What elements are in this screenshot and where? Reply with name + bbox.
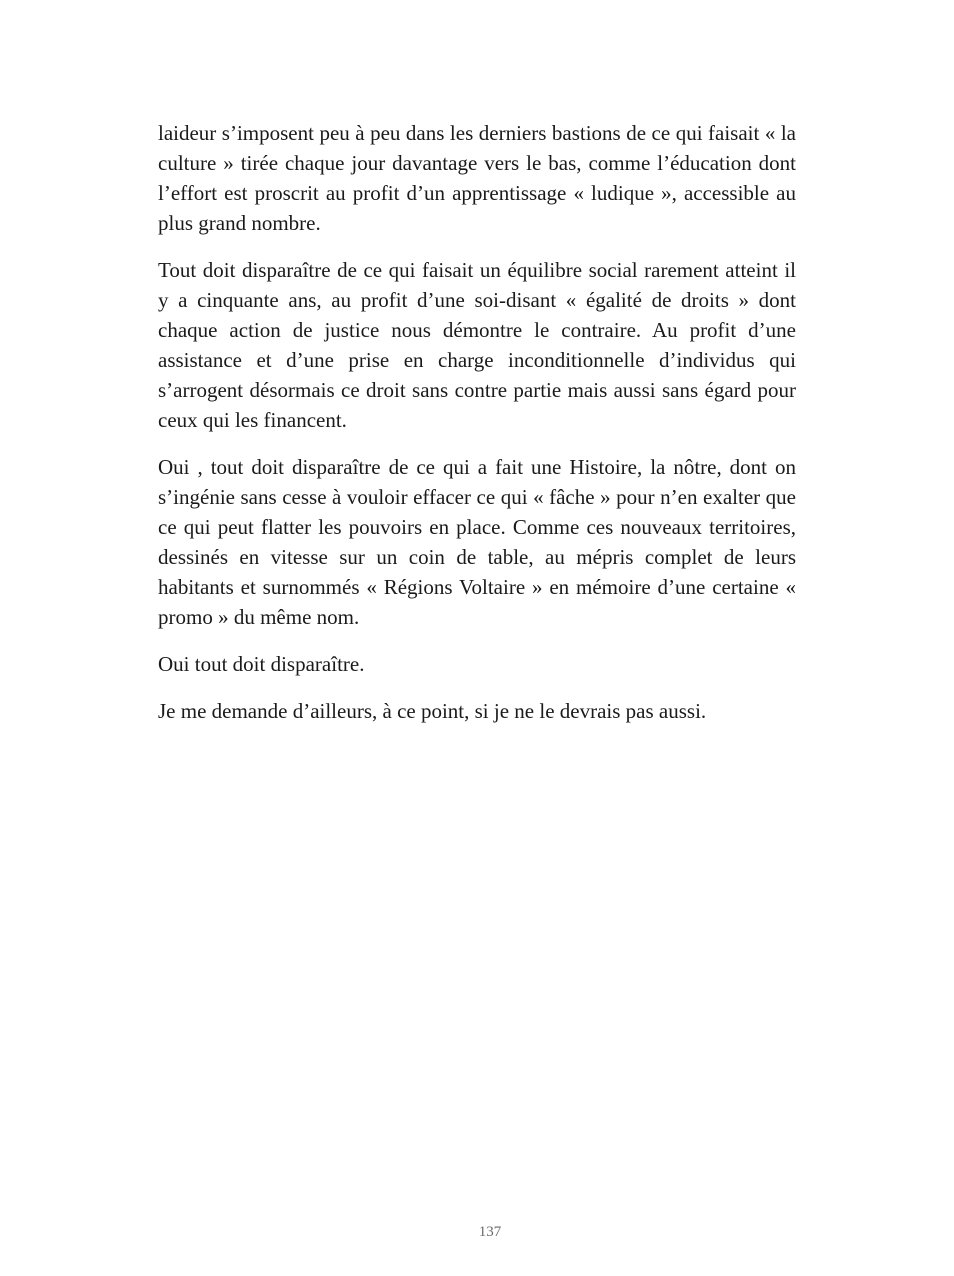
paragraph-3: Oui , tout doit disparaître de ce qui a fait une Histoire, la nôtre, dont on s’ingénie sans cesse à vouloir effacer ce qui « fâche » pour n’en exalter que ce qui peut flatter les pouvoirs en place. Comme ces nouveaux territoires, dessinés en vitesse sur un coin de table, au mépris complet de leurs habitants et surnommés « Régions Voltaire » en mémoire d’une certaine « promo » du même nom. bbox=[158, 455, 796, 629]
paragraph-4: Oui tout doit disparaître. bbox=[158, 652, 365, 676]
paragraph-5: Je me demande d’ailleurs, à ce point, si je ne le devrais pas aussi. bbox=[158, 699, 707, 723]
page-body bbox=[158, 118, 796, 743]
paragraph-1: laideur s’imposent peu à peu dans les derniers bastions de ce qui faisait « la culture » tirée chaque jour davantage vers le bas, comme l’éducation dont l’effort est proscrit au profit d’un apprentissage « ludique », accessible au plus grand nombre. bbox=[158, 121, 796, 235]
paragraph-2: Tout doit disparaître de ce qui faisait un équilibre social rarement atteint il y a cinquante ans, au profit d’une soi-disant « égalité de droits » dont chaque action de justice nous démontre le contraire. Au profit d’une assistance et d’une prise en charge inconditionnelle d’individus qui s’arrogent désormais ce droit sans contre partie mais aussi sans égard pour ceux qui les financent. bbox=[158, 258, 796, 432]
page-number: 137 bbox=[478, 1224, 502, 1240]
